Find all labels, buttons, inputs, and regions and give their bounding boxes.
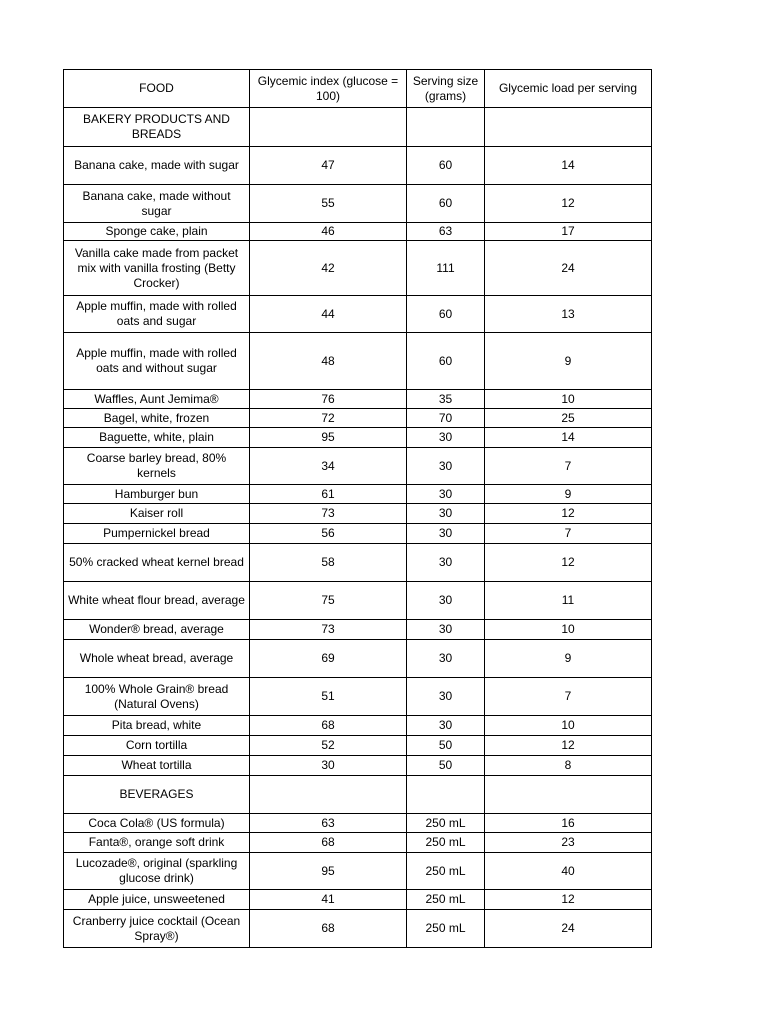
glycemic-index-cell: 48	[250, 333, 407, 390]
glycemic-load-cell: 10	[485, 716, 652, 736]
serving-size-cell: 50	[407, 756, 485, 776]
glycemic-index-cell: 73	[250, 504, 407, 524]
table-row	[64, 390, 652, 409]
serving-size-cell: 70	[407, 409, 485, 428]
table-row	[64, 833, 652, 853]
glycemic-index-table	[63, 69, 652, 948]
serving-size-cell: 30	[407, 620, 485, 640]
serving-size-cell: 60	[407, 296, 485, 333]
food-name-cell: Coca Cola® (US formula)	[64, 814, 250, 833]
glycemic-load-cell: 7	[485, 524, 652, 544]
header-row	[64, 70, 652, 108]
food-name-cell: Pita bread, white	[64, 716, 250, 736]
food-name-cell: Apple muffin, made with rolled oats and sugar	[64, 296, 250, 333]
empty-cell	[250, 776, 407, 814]
glycemic-index-cell: 56	[250, 524, 407, 544]
glycemic-index-cell: 55	[250, 185, 407, 223]
section-row	[64, 108, 652, 147]
glycemic-index-cell: 68	[250, 716, 407, 736]
serving-size-cell: 111	[407, 241, 485, 296]
section-title: BAKERY PRODUCTS AND BREADS	[64, 108, 250, 147]
glycemic-load-cell: 11	[485, 582, 652, 620]
table-row	[64, 185, 652, 223]
glycemic-index-cell: 73	[250, 620, 407, 640]
serving-size-cell: 35	[407, 390, 485, 409]
glycemic-load-cell: 24	[485, 241, 652, 296]
header-glycemic-load: Glycemic load per serving	[485, 70, 652, 108]
food-name-cell: Apple juice, unsweetened	[64, 890, 250, 910]
glycemic-load-cell: 16	[485, 814, 652, 833]
glycemic-index-cell: 51	[250, 678, 407, 716]
glycemic-index-cell: 95	[250, 428, 407, 448]
food-name-cell: Fanta®, orange soft drink	[64, 833, 250, 853]
food-name-cell: Baguette, white, plain	[64, 428, 250, 448]
food-name-cell: Lucozade®, original (sparkling glucose drink)	[64, 853, 250, 890]
glycemic-index-cell: 52	[250, 736, 407, 756]
table-row	[64, 620, 652, 640]
food-name-cell: Vanilla cake made from packet mix with vanilla frosting (Betty Crocker)	[64, 241, 250, 296]
glycemic-index-cell: 75	[250, 582, 407, 620]
serving-size-cell: 60	[407, 333, 485, 390]
glycemic-index-cell: 42	[250, 241, 407, 296]
empty-cell	[250, 108, 407, 147]
table-row	[64, 716, 652, 736]
glycemic-index-cell: 63	[250, 814, 407, 833]
food-name-cell: 50% cracked wheat kernel bread	[64, 544, 250, 582]
empty-cell	[485, 776, 652, 814]
glycemic-load-cell: 12	[485, 544, 652, 582]
food-name-cell: Banana cake, made without sugar	[64, 185, 250, 223]
food-name-cell: Waffles, Aunt Jemima®	[64, 390, 250, 409]
serving-size-cell: 250 mL	[407, 853, 485, 890]
glycemic-index-cell: 47	[250, 147, 407, 185]
glycemic-load-cell: 23	[485, 833, 652, 853]
section-title: BEVERAGES	[64, 776, 250, 814]
glycemic-load-cell: 17	[485, 223, 652, 241]
glycemic-index-cell: 58	[250, 544, 407, 582]
glycemic-index-cell: 41	[250, 890, 407, 910]
empty-cell	[407, 776, 485, 814]
glycemic-load-cell: 12	[485, 890, 652, 910]
table-row	[64, 241, 652, 296]
empty-cell	[407, 108, 485, 147]
serving-size-cell: 63	[407, 223, 485, 241]
glycemic-load-cell: 12	[485, 736, 652, 756]
glycemic-load-cell: 14	[485, 147, 652, 185]
glycemic-load-cell: 24	[485, 910, 652, 948]
glycemic-load-cell: 9	[485, 333, 652, 390]
food-name-cell: Whole wheat bread, average	[64, 640, 250, 678]
table-row	[64, 736, 652, 756]
table-row	[64, 910, 652, 948]
food-name-cell: Wheat tortilla	[64, 756, 250, 776]
food-name-cell: Apple muffin, made with rolled oats and without sugar	[64, 333, 250, 390]
food-name-cell: Corn tortilla	[64, 736, 250, 756]
serving-size-cell: 50	[407, 736, 485, 756]
serving-size-cell: 250 mL	[407, 910, 485, 948]
food-name-cell: Pumpernickel bread	[64, 524, 250, 544]
header-glycemic-index: Glycemic index (glucose = 100)	[250, 70, 407, 108]
glycemic-index-cell: 61	[250, 485, 407, 504]
table-body	[64, 108, 652, 948]
table-row	[64, 296, 652, 333]
table-row	[64, 333, 652, 390]
glycemic-index-cell: 44	[250, 296, 407, 333]
table-row	[64, 890, 652, 910]
glycemic-load-cell: 12	[485, 504, 652, 524]
glycemic-index-cell: 68	[250, 833, 407, 853]
table-row	[64, 853, 652, 890]
serving-size-cell: 30	[407, 544, 485, 582]
table-row	[64, 448, 652, 485]
food-name-cell: Kaiser roll	[64, 504, 250, 524]
table-row	[64, 147, 652, 185]
header-serving-size: Serving size (grams)	[407, 70, 485, 108]
glycemic-load-cell: 9	[485, 485, 652, 504]
glycemic-load-cell: 12	[485, 185, 652, 223]
table-row	[64, 544, 652, 582]
serving-size-cell: 30	[407, 582, 485, 620]
serving-size-cell: 250 mL	[407, 890, 485, 910]
food-name-cell: Cranberry juice cocktail (Ocean Spray®)	[64, 910, 250, 948]
food-name-cell: Hamburger bun	[64, 485, 250, 504]
table-row	[64, 814, 652, 833]
empty-cell	[485, 108, 652, 147]
serving-size-cell: 30	[407, 504, 485, 524]
serving-size-cell: 30	[407, 716, 485, 736]
food-name-cell: Bagel, white, frozen	[64, 409, 250, 428]
table-row	[64, 524, 652, 544]
serving-size-cell: 30	[407, 678, 485, 716]
glycemic-load-cell: 14	[485, 428, 652, 448]
glycemic-index-cell: 72	[250, 409, 407, 428]
serving-size-cell: 30	[407, 448, 485, 485]
serving-size-cell: 30	[407, 485, 485, 504]
food-name-cell: Banana cake, made with sugar	[64, 147, 250, 185]
serving-size-cell: 60	[407, 147, 485, 185]
food-name-cell: Coarse barley bread, 80% kernels	[64, 448, 250, 485]
food-name-cell: 100% Whole Grain® bread (Natural Ovens)	[64, 678, 250, 716]
glycemic-index-cell: 68	[250, 910, 407, 948]
food-name-cell: Sponge cake, plain	[64, 223, 250, 241]
serving-size-cell: 250 mL	[407, 833, 485, 853]
section-row	[64, 776, 652, 814]
glycemic-load-cell: 9	[485, 640, 652, 678]
glycemic-load-cell: 10	[485, 390, 652, 409]
serving-size-cell: 30	[407, 640, 485, 678]
table-row	[64, 223, 652, 241]
table-row	[64, 582, 652, 620]
glycemic-index-cell: 34	[250, 448, 407, 485]
glycemic-index-cell: 76	[250, 390, 407, 409]
serving-size-cell: 30	[407, 524, 485, 544]
table-row	[64, 756, 652, 776]
food-name-cell: Wonder® bread, average	[64, 620, 250, 640]
table-row	[64, 640, 652, 678]
table-row	[64, 409, 652, 428]
glycemic-load-cell: 7	[485, 448, 652, 485]
table-row	[64, 428, 652, 448]
glycemic-index-cell: 95	[250, 853, 407, 890]
glycemic-load-cell: 10	[485, 620, 652, 640]
serving-size-cell: 250 mL	[407, 814, 485, 833]
serving-size-cell: 60	[407, 185, 485, 223]
glycemic-load-cell: 7	[485, 678, 652, 716]
glycemic-load-cell: 13	[485, 296, 652, 333]
glycemic-load-cell: 8	[485, 756, 652, 776]
glycemic-index-cell: 46	[250, 223, 407, 241]
glycemic-index-cell: 69	[250, 640, 407, 678]
glycemic-load-cell: 40	[485, 853, 652, 890]
serving-size-cell: 30	[407, 428, 485, 448]
table-row	[64, 678, 652, 716]
table-row	[64, 485, 652, 504]
glycemic-index-cell: 30	[250, 756, 407, 776]
table-row	[64, 504, 652, 524]
header-food: FOOD	[64, 70, 250, 108]
food-name-cell: White wheat flour bread, average	[64, 582, 250, 620]
glycemic-load-cell: 25	[485, 409, 652, 428]
